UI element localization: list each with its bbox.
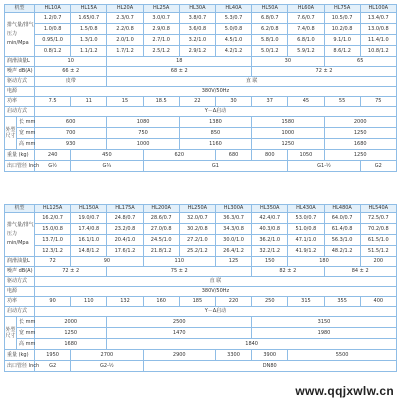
len-cell: 2000 xyxy=(35,317,107,328)
weight-cell: 1050 xyxy=(288,150,324,161)
weight-cell: 620 xyxy=(143,150,215,161)
power-label: 功率 xyxy=(5,297,35,307)
perf-cell: 32.2/1.2 xyxy=(252,246,288,257)
perf-cell: 17.4/0.8 xyxy=(71,224,107,235)
power-cell: 7.5 xyxy=(35,97,71,107)
perf-cell: 23.2/0.8 xyxy=(107,224,143,235)
perf-cell: 2.3/0.7 xyxy=(107,13,143,24)
perf-cell: 64.0/0.7 xyxy=(324,213,360,224)
oil-cell: 65 xyxy=(324,57,396,67)
weight-cell: 3300 xyxy=(215,350,251,361)
perf-cell: 61.5/1.0 xyxy=(360,235,396,246)
model-cell: HL100A xyxy=(360,5,396,13)
len-label: 长 mm xyxy=(17,117,35,128)
model-cell: HL175A xyxy=(107,205,143,213)
perf-cell: 21.8/1.2 xyxy=(143,246,179,257)
model-cell: HL200A xyxy=(143,205,179,213)
power-cell: 11 xyxy=(71,97,107,107)
noise-cell: 84 ± 2 xyxy=(324,267,396,277)
perf-cell: 2.9/1.2 xyxy=(179,46,215,57)
weight-cell: 2700 xyxy=(71,350,143,361)
perf-cell: 4.5/1.0 xyxy=(215,35,251,46)
perf-cell: 6.2/0.8 xyxy=(252,24,288,35)
model-cell: HL40A xyxy=(215,5,251,13)
hei-cell: 930 xyxy=(35,139,107,150)
weight-label: 重量 (kg) xyxy=(5,150,35,161)
oil-cell: 125 xyxy=(215,257,251,267)
drive-label: 驱动方式 xyxy=(5,77,35,87)
watermark: www.qqjxwlw.cn xyxy=(295,384,394,398)
start-label: 启动方式 xyxy=(5,307,35,317)
oil-label: 润滑油量L xyxy=(5,257,35,267)
perf-cell: 12.3/1.2 xyxy=(35,246,71,257)
perf-cell: 17.6/1.2 xyxy=(107,246,143,257)
model-cell: HL20A xyxy=(107,5,143,13)
weight-cell: 240 xyxy=(35,150,71,161)
perf-cell: 2.9/0.8 xyxy=(143,24,179,35)
perf-cell: 6.8/1.0 xyxy=(288,35,324,46)
weight-cell: 3900 xyxy=(252,350,288,361)
noise-cell: 82 ± 2 xyxy=(252,267,324,277)
pipe-cell: DN80 xyxy=(143,361,396,372)
perf-cell: 1.7/1.2 xyxy=(107,46,143,57)
perf-cell: 9.1/1.0 xyxy=(324,35,360,46)
perf-label: 排气量/排气压力 min/Mpa xyxy=(5,13,35,57)
perf-cell: 1.1/1.2 xyxy=(71,46,107,57)
perf-cell: 3.8/0.7 xyxy=(179,13,215,24)
model-cell: HL250A xyxy=(179,205,215,213)
perf-cell: 19.0/0.7 xyxy=(71,213,107,224)
spec-table-1 xyxy=(4,4,397,172)
perf-cell: 16.2/0.7 xyxy=(35,213,71,224)
oil-cell: 200 xyxy=(360,257,396,267)
perf-cell: 51.0/0.8 xyxy=(288,224,324,235)
perf-cell: 24.5/1.0 xyxy=(143,235,179,246)
pipe-label: 出口管径 Inch xyxy=(5,161,35,172)
power-cell: 45 xyxy=(288,97,324,107)
model-cell: HL50A xyxy=(252,5,288,13)
noise-cell: 72 ± 2 xyxy=(35,267,107,277)
wid-cell: 1980 xyxy=(252,328,397,339)
pipe-label: 出口管径 Inch xyxy=(5,361,35,372)
wid-cell: 1250 xyxy=(35,328,107,339)
perf-cell: 3.6/0.8 xyxy=(179,24,215,35)
weight-cell: 800 xyxy=(252,150,288,161)
perf-cell: 2.7/1.0 xyxy=(143,35,179,46)
pipe-cell: G2 xyxy=(360,161,396,172)
pipe-cell: G2-½ xyxy=(71,361,143,372)
perf-cell: 7.6/0.7 xyxy=(288,13,324,24)
start-cell: Y－Δ启动 xyxy=(35,307,397,317)
pipe-cell: G1-½ xyxy=(288,161,360,172)
drive-cell: 直 联 xyxy=(35,277,397,287)
model-cell: HL430A xyxy=(288,205,324,213)
oil-cell: 90 xyxy=(71,257,143,267)
power-cell: 400 xyxy=(360,297,396,307)
model-cell: HL30A xyxy=(179,5,215,13)
drive-cell: 皮带 xyxy=(35,77,107,87)
perf-cell: 1.2/0.7 xyxy=(35,13,71,24)
perf-cell: 3.2/1.0 xyxy=(179,35,215,46)
hei-cell: 1000 xyxy=(107,139,179,150)
model-cell: HL480A xyxy=(324,205,360,213)
wid-cell: 850 xyxy=(179,128,251,139)
perf-cell: 2.0/1.0 xyxy=(107,35,143,46)
perf-cell: 25.2/1.2 xyxy=(179,246,215,257)
perf-cell: 10.2/0.8 xyxy=(324,24,360,35)
oil-cell: 72 xyxy=(35,257,71,267)
power-cell: 75 xyxy=(360,97,396,107)
perf-cell: 30.0/1.0 xyxy=(215,235,251,246)
perf-cell: 1.0/0.8 xyxy=(35,24,71,35)
model-header: 机型 xyxy=(5,205,35,213)
perf-cell: 40.3/0.8 xyxy=(252,224,288,235)
hei-label: 高 mm xyxy=(17,139,35,150)
noise-cell: 68 ± 2 xyxy=(107,67,252,77)
perf-cell: 1.5/0.8 xyxy=(71,24,107,35)
perf-cell: 30.2/0.8 xyxy=(179,224,215,235)
perf-cell: 5.8/1.0 xyxy=(252,35,288,46)
power-cell: 55 xyxy=(324,97,360,107)
len-cell: 1580 xyxy=(252,117,324,128)
len-cell: 2500 xyxy=(107,317,252,328)
perf-cell: 0.8/1.2 xyxy=(35,46,71,57)
model-cell: HL300A xyxy=(215,205,251,213)
perf-cell: 13.7/1.0 xyxy=(35,235,71,246)
power-cell: 37 xyxy=(252,97,288,107)
perf-cell: 34.3/0.8 xyxy=(215,224,251,235)
power-cell: 15 xyxy=(107,97,143,107)
model-cell: HL10A xyxy=(35,5,71,13)
perf-cell: 42.4/0.7 xyxy=(252,213,288,224)
noise-label: 噪声 dB(A) xyxy=(5,267,35,277)
len-cell: 2000 xyxy=(324,117,396,128)
power-cell: 132 xyxy=(107,297,143,307)
perf-cell: 5.3/0.7 xyxy=(215,13,251,24)
weight-cell: 680 xyxy=(215,150,251,161)
perf-cell: 27.0/0.8 xyxy=(143,224,179,235)
pipe-cell: G1 xyxy=(143,161,288,172)
perf-cell: 1.65/0.7 xyxy=(71,13,107,24)
perf-cell: 7.4/0.8 xyxy=(288,24,324,35)
oil-cell: 150 xyxy=(252,257,288,267)
dim-label: 外型尺寸 xyxy=(5,317,17,350)
oil-label: 润滑油量L xyxy=(5,57,35,67)
weight-cell: 1950 xyxy=(35,350,71,361)
weight-label: 重量 (kg) xyxy=(5,350,35,361)
model-cell: HL25A xyxy=(143,5,179,13)
noise-cell: 72 ± 2 xyxy=(252,67,397,77)
noise-label: 噪声 dB(A) xyxy=(5,67,35,77)
noise-cell: 75 ± 2 xyxy=(107,267,252,277)
len-cell: 1080 xyxy=(107,117,179,128)
power-cell: 18.5 xyxy=(143,97,179,107)
pipe-cell: G¾ xyxy=(71,161,143,172)
weight-cell: 5500 xyxy=(288,350,397,361)
len-cell: 3150 xyxy=(252,317,397,328)
perf-cell: 56.3/1.0 xyxy=(324,235,360,246)
perf-cell: 5.9/1.2 xyxy=(288,46,324,57)
perf-cell: 1.3/1.0 xyxy=(71,35,107,46)
weight-cell: 2900 xyxy=(143,350,215,361)
power-supply-cell: 380V/50Hz xyxy=(35,287,397,297)
drive-cell: 直 联 xyxy=(107,77,397,87)
weight-cell: 450 xyxy=(71,150,143,161)
perf-cell: 27.2/1.0 xyxy=(179,235,215,246)
len-cell: 600 xyxy=(35,117,107,128)
perf-cell: 53.0/0.7 xyxy=(288,213,324,224)
power-cell: 250 xyxy=(252,297,288,307)
spec-table-2 xyxy=(4,204,397,372)
power-supply-label: 电源 xyxy=(5,87,35,97)
oil-cell: 10 xyxy=(35,57,107,67)
perf-cell: 11.4/1.0 xyxy=(360,35,396,46)
perf-cell: 72.5/0.7 xyxy=(360,213,396,224)
wid-cell: 1470 xyxy=(107,328,252,339)
wid-cell: 700 xyxy=(35,128,107,139)
perf-cell: 51.5/1.2 xyxy=(360,246,396,257)
perf-cell: 16.1/1.0 xyxy=(71,235,107,246)
perf-label: 排气量/排气压力 min/Mpa xyxy=(5,213,35,257)
hei-cell: 1160 xyxy=(179,139,251,150)
hei-cell: 1250 xyxy=(252,139,324,150)
power-cell: 110 xyxy=(71,297,107,307)
wid-cell: 1250 xyxy=(324,128,396,139)
perf-cell: 26.4/1.2 xyxy=(215,246,251,257)
perf-cell: 5.0/1.2 xyxy=(252,46,288,57)
perf-cell: 48.2/1.2 xyxy=(324,246,360,257)
perf-cell: 13.0/0.8 xyxy=(360,24,396,35)
power-supply-label: 电源 xyxy=(5,287,35,297)
wid-cell: 1000 xyxy=(252,128,324,139)
power-cell: 22 xyxy=(179,97,215,107)
model-header: 机型 xyxy=(5,5,35,13)
power-cell: 220 xyxy=(215,297,251,307)
perf-cell: 0.95/1.0 xyxy=(35,35,71,46)
perf-cell: 41.9/1.2 xyxy=(288,246,324,257)
perf-cell: 32.0/0.7 xyxy=(179,213,215,224)
noise-cell: 66 ± 2 xyxy=(35,67,107,77)
oil-cell: 110 xyxy=(143,257,215,267)
model-cell: HL60A xyxy=(288,5,324,13)
dim-label: 外型尺寸 xyxy=(5,117,17,150)
wid-label: 宽 mm xyxy=(17,128,35,139)
perf-cell: 2.2/0.8 xyxy=(107,24,143,35)
perf-cell: 4.2/1.2 xyxy=(215,46,251,57)
oil-cell: 30 xyxy=(252,57,324,67)
perf-cell: 61.4/0.8 xyxy=(324,224,360,235)
perf-cell: 3.0/0.7 xyxy=(143,13,179,24)
perf-cell: 24.8/0.7 xyxy=(107,213,143,224)
hei-cell: 1680 xyxy=(35,339,107,350)
len-label: 长 mm xyxy=(17,317,35,328)
power-supply-cell: 380V/50Hz xyxy=(35,87,397,97)
wid-label: 宽 mm xyxy=(17,328,35,339)
model-cell: HL125A xyxy=(35,205,71,213)
perf-cell: 10.5/0.7 xyxy=(324,13,360,24)
model-cell: HL150A xyxy=(71,205,107,213)
perf-cell: 8.6/1.2 xyxy=(324,46,360,57)
perf-cell: 10.8/1.2 xyxy=(360,46,396,57)
pipe-cell: G2 xyxy=(35,361,71,372)
power-cell: 90 xyxy=(35,297,71,307)
start-label: 启动方式 xyxy=(5,107,35,117)
len-cell: 1380 xyxy=(179,117,251,128)
power-label: 功率 xyxy=(5,97,35,107)
pipe-cell: G½ xyxy=(35,161,71,172)
model-cell: HL350A xyxy=(252,205,288,213)
oil-cell: 18 xyxy=(107,57,252,67)
model-cell: HL540A xyxy=(360,205,396,213)
perf-cell: 36.3/0.7 xyxy=(215,213,251,224)
perf-cell: 2.5/1.2 xyxy=(143,46,179,57)
perf-cell: 13.4/0.7 xyxy=(360,13,396,24)
perf-cell: 15.0/0.8 xyxy=(35,224,71,235)
perf-cell: 6.8/0.7 xyxy=(252,13,288,24)
perf-cell: 20.4/1.0 xyxy=(107,235,143,246)
power-cell: 185 xyxy=(179,297,215,307)
model-cell: HL75A xyxy=(324,5,360,13)
power-cell: 315 xyxy=(288,297,324,307)
model-cell: HL15A xyxy=(71,5,107,13)
oil-cell: 180 xyxy=(288,257,360,267)
perf-cell: 5.0/0.8 xyxy=(215,24,251,35)
weight-cell: 1250 xyxy=(324,150,396,161)
power-cell: 160 xyxy=(143,297,179,307)
perf-cell: 47.1/1.0 xyxy=(288,235,324,246)
perf-cell: 36.2/1.0 xyxy=(252,235,288,246)
power-cell: 30 xyxy=(215,97,251,107)
perf-cell: 14.8/1.2 xyxy=(71,246,107,257)
power-cell: 355 xyxy=(324,297,360,307)
hei-cell: 1680 xyxy=(324,139,396,150)
hei-label: 高 mm xyxy=(17,339,35,350)
start-cell: Y－Δ启动 xyxy=(35,107,397,117)
hei-cell: 1840 xyxy=(107,339,397,350)
perf-cell: 70.2/0.8 xyxy=(360,224,396,235)
drive-label: 驱动方式 xyxy=(5,277,35,287)
wid-cell: 750 xyxy=(107,128,179,139)
perf-cell: 28.6/0.7 xyxy=(143,213,179,224)
